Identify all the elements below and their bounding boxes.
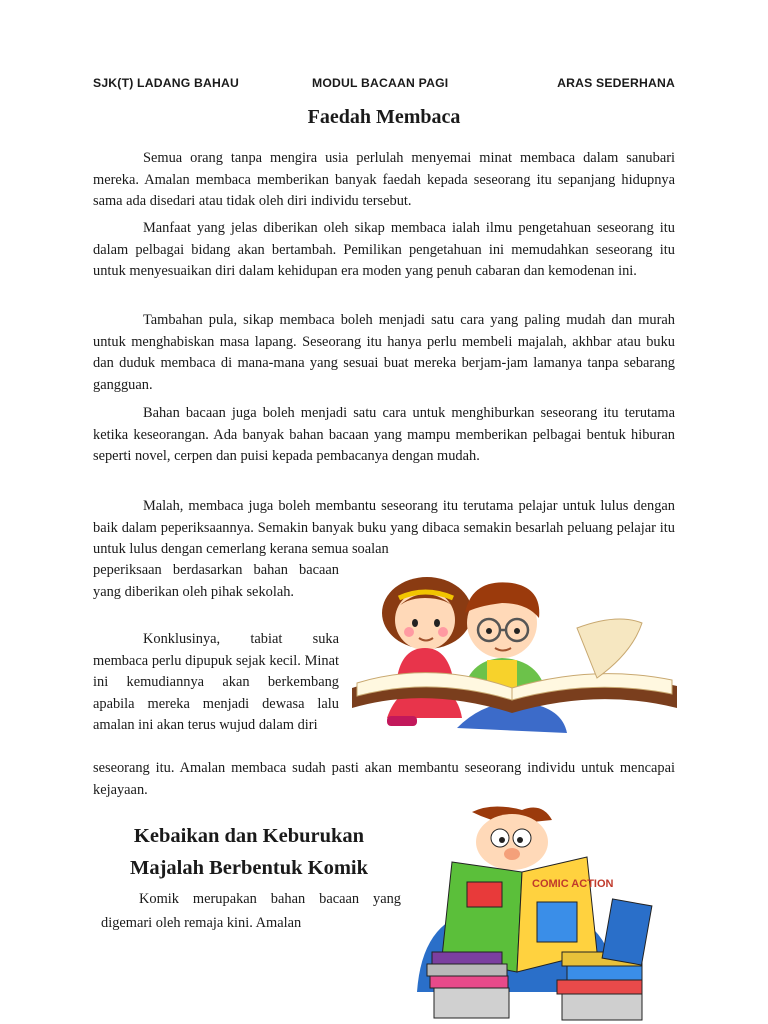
page-title: Faedah Membaca (307, 106, 461, 128)
subtitle-line-1: Kebaikan dan Keburukan (133, 825, 365, 847)
children-reading-illustration (347, 568, 682, 746)
paragraph-5: Malah, membaca juga boleh membantu seseorang itu terutama pelajar untuk lulus dengan baik dalam peperiksaannya. Semakin banyak buku yang dibaca semakin besarlah peluang pelajar itu untuk lulus dengan cemerlang kerana semua soalan (93, 498, 675, 557)
paragraph-4: Bahan bacaan juga boleh menjadi satu cara untuk menghiburkan seseorang itu terutama ketika keseorangan. Ada banyak bahan bacaan yang mampu memberikan pelbagai bentuk hiburan seperti novel, cerpen dan puisi kepada pembacanya dengan mudah. (93, 405, 675, 464)
header-module: MODUL BACAAN PAGI (312, 76, 449, 90)
paragraph-2: Manfaat yang jelas diberikan oleh sikap membaca ialah ilmu pengetahuan seseorang itu dalam pelbagai bidang akan bertambah. Pemilikan pengetahuan ini memudahkan seseorang itu untuk menyesuaikan diri dalam kehidupan era moden yang penuh cabaran dan kemodenan ini. (93, 220, 675, 279)
subtitle-line-2: Majalah Berbentuk Komik (129, 857, 369, 879)
page-header (93, 76, 675, 92)
paragraph-3: Tambahan pula, sikap membaca boleh menjadi satu cara yang paling mudah dan murah untuk menghabiskan masa lapang. Seseorang itu hanya perlu membeli majalah, akhbar atau buku dan duduk membaca di mana-mana yang sesuai buat mereka berjam-jam lamanya tanpa sebarang gangguan. (93, 312, 675, 393)
comic-cover-text: COMIC ACTION (532, 878, 614, 890)
header-school: SJK(T) LADANG BAHAU (93, 76, 239, 90)
paragraph-6: Konklusinya, tabiat suka membaca perlu dipupuk sejak kecil. Minat ini kemudiannya akan berkembang apabila mereka menjadi dewasa lalu amalan ini akan terus wujud dalam diri (93, 631, 339, 733)
comic-reader-illustration (412, 802, 658, 1024)
girl-figure (382, 577, 472, 726)
paragraph-6-continued: seseorang itu. Amalan membaca sudah pasti akan membantu seseorang individu untuk mencapai kejayaan. (93, 760, 675, 798)
header-level: ARAS SEDERHANA (557, 76, 675, 90)
section-subtitle (93, 820, 405, 884)
paragraph-7: Komik merupakan bahan bacaan yang digemari oleh remaja kini. Amalan (101, 891, 401, 931)
paragraph-1: Semua orang tanpa mengira usia perlulah menyemai minat membaca dalam sanubari mereka. Amalan membaca memberikan banyak faedah kepada seseorang itu sepanjang hidupnya sama ada disedari atau tidak oleh diri individu tersebut. (93, 150, 675, 209)
paragraph-5-continued: peperiksaan berdasarkan bahan bacaan yang diberikan oleh pihak sekolah. (93, 562, 339, 600)
